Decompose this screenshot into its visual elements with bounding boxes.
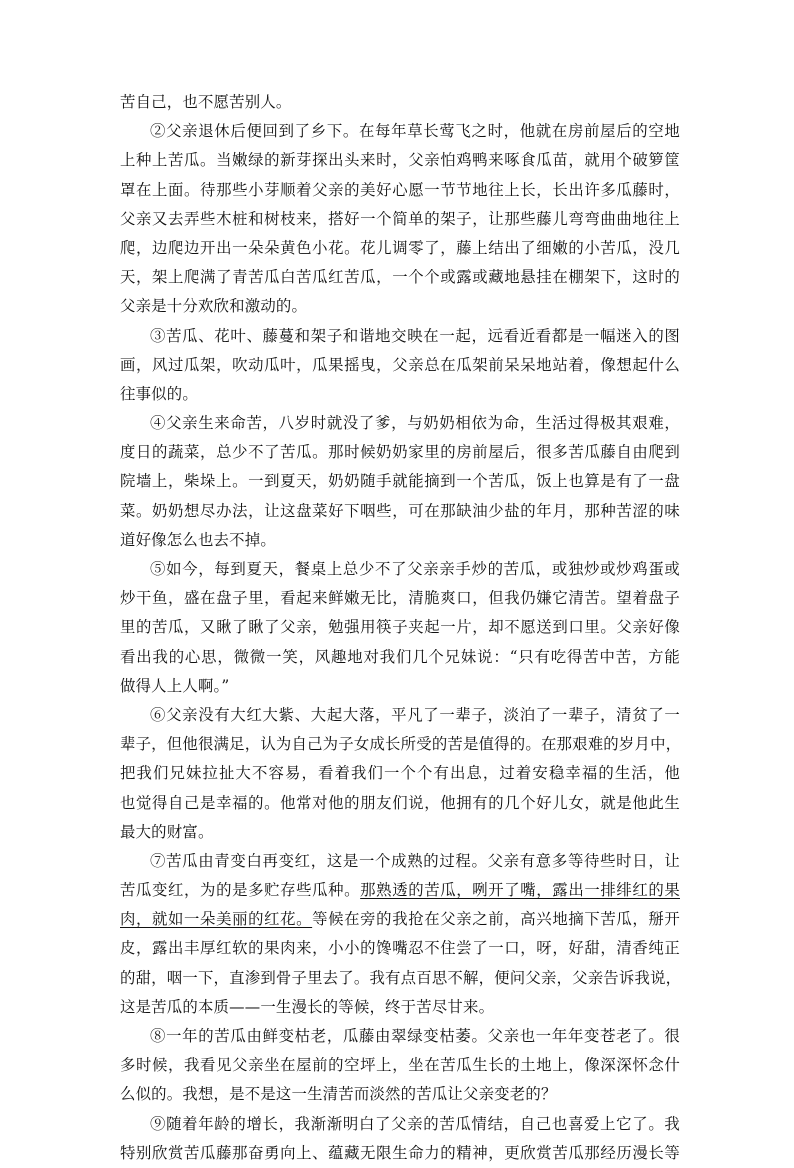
text-line: ⑧一年的苦瓜由鲜变枯老，瓜藤由翠绿变枯萎。父亲也一年年变苍老了。很 <box>150 1027 680 1045</box>
paragraph-4 <box>120 409 680 555</box>
plain-text: 等候在旁的我抢在父亲之前，高兴地摘下苦瓜，掰开 <box>312 910 680 929</box>
text-line: 父亲又去弄些木桩和树枝来，搭好一个简单的架子，让那些藤儿弯弯曲曲地往上 <box>120 209 680 228</box>
text-line: ⑨随着年龄的增长，我渐渐明白了父亲的苦瓜情结，自己也喜爱上它了。我 <box>150 1114 680 1133</box>
paragraph-3 <box>120 322 680 410</box>
underlined-sentence: 肉，就如一朵美丽的红花。 <box>120 910 313 929</box>
text-line: ②父亲退休后便回到了乡下。在每年草长莺飞之时，他就在房前屋后的空地 <box>150 122 680 141</box>
text-line: 做得人上人啊。” <box>120 676 230 695</box>
text-line: 院墙上，柴垛上。一到夏天，奶奶随手就能摘到一个苦瓜，饭上也算是有了一盘 <box>120 472 680 491</box>
text-line: ⑥父亲没有大红大紫、大起大落，平凡了一辈子，淡泊了一辈子，清贫了一 <box>150 705 680 724</box>
underlined-sentence: 那熟透的苦瓜，咧开了嘴，露出一排绯红的果 <box>360 881 680 900</box>
paragraph-5 <box>120 555 680 701</box>
text-line: 辈子，但他很满足，认为自己为子女成长所受的苦是值得的。在那艰难的岁月中， <box>120 735 682 754</box>
plain-text: 苦瓜变红，为的是多贮存些瓜种。 <box>120 881 361 900</box>
paragraph-intro <box>120 88 680 117</box>
text-line: 菜。奶奶想尽办法，让这盘菜好下咽些，可在那缺油少盐的年月，那种苦涩的味 <box>120 501 680 520</box>
text-line: 这是苦瓜的本质——一生漫长的等候，终于苦尽甘来。 <box>120 997 495 1016</box>
text-line: 皮，露出丰厚红软的果肉来，小小的馋嘴忍不住尝了一口，呀，好甜，清香纯正 <box>120 939 680 958</box>
text-line: 往事似的。 <box>120 384 198 403</box>
text-line: 里的苦瓜，又瞅了瞅了父亲，勉强用筷子夹起一片，却不愿送到口里。父亲好像 <box>120 618 680 637</box>
text-line: 看出我的心思，微微一笑，风趣地对我们几个兄妹说：“只有吃得苦中苦，方能 <box>120 647 680 666</box>
text-line: 最大的财富。 <box>120 822 214 841</box>
text-line: 画，风过瓜架，吹动瓜叶，瓜果摇曳，父亲总在瓜架前呆呆地站着，像想起什么 <box>120 355 680 374</box>
paragraph-2 <box>120 117 680 321</box>
text-line: 把我们兄妹拉扯大不容易，看着我们一个个有出息，过着安稳幸福的生活，他 <box>120 764 680 783</box>
essay-page <box>120 88 680 1168</box>
text-line: 多时候，我看见父亲坐在屋前的空坪上，坐在苦瓜生长的土地上，像深深怀念什 <box>120 1056 680 1075</box>
text-line: 道好像怎么也去不掉。 <box>120 530 276 549</box>
text-line: ④父亲生来命苦，八岁时就没了爹，与奶奶相依为命，生活过得极其艰难， <box>150 414 680 433</box>
paragraph-7 <box>120 847 680 1022</box>
text-line: ⑦苦瓜由青变白再变红，这是一个成熟的过程。父亲有意多等待些时日，让 <box>150 851 680 870</box>
text-line: 的甜，咽一下，直渗到骨子里去了。我有点百思不解，便问父亲，父亲告诉我说， <box>120 968 682 987</box>
text-line: 也觉得自己是幸福的。他常对他的朋友们说，他拥有的几个好儿女，就是他此生 <box>120 793 680 812</box>
text-line: 罩在上面。待那些小芽顺着父亲的美好心愿一节节地往上长，长出许多瓜藤时， <box>120 180 680 199</box>
text-line: 爬，边爬边开出一朵朵黄色小花。花儿调零了，藤上结出了细嫩的小苦瓜，没几 <box>120 238 680 257</box>
text-line: 度日的蔬菜，总少不了苦瓜。那时候奶奶家里的房前屋后，很多苦瓜藤自由爬到 <box>120 443 680 462</box>
text-line: ⑤如今，每到夏天，餐桌上总少不了父亲亲手炒的苦瓜，或独炒或炒鸡蛋或 <box>150 560 680 578</box>
text-line: ③苦瓜、花叶、藤蔓和架子和谐地交映在一起，远看近看都是一幅迷入的图 <box>150 326 680 345</box>
text-line: 上种上苦瓜。当嫩绿的新芽探出头来时，父亲怕鸡鸭来啄食瓜苗，就用个破箩筐 <box>120 151 680 170</box>
text-line: 么似的。我想，是不是这一生清苦而淡然的苦瓜让父亲变老的？ <box>120 1085 557 1104</box>
text-line <box>120 876 680 905</box>
paragraph-6 <box>120 701 680 847</box>
text-line: 特别欣赏苦瓜藤那奋勇向上、蕴藏无限生命力的精神，更欣赏苦瓜那经历漫长等 <box>120 1143 680 1162</box>
text-line: 苦自己，也不愿苦别人。 <box>120 93 292 111</box>
paragraph-8 <box>120 1022 680 1110</box>
paragraph-9 <box>120 1110 680 1168</box>
text-line: 天，架上爬满了青苦瓜白苦瓜红苦瓜，一个个或露或藏地悬挂在棚架下，这时的 <box>120 268 680 287</box>
text-line: 炒干鱼，盛在盘子里，看起来鲜嫩无比，清脆爽口，但我仍嫌它清苦。望着盘子 <box>120 589 680 608</box>
text-line: 父亲是十分欢欣和激动的。 <box>120 297 308 316</box>
text-line <box>120 905 680 934</box>
